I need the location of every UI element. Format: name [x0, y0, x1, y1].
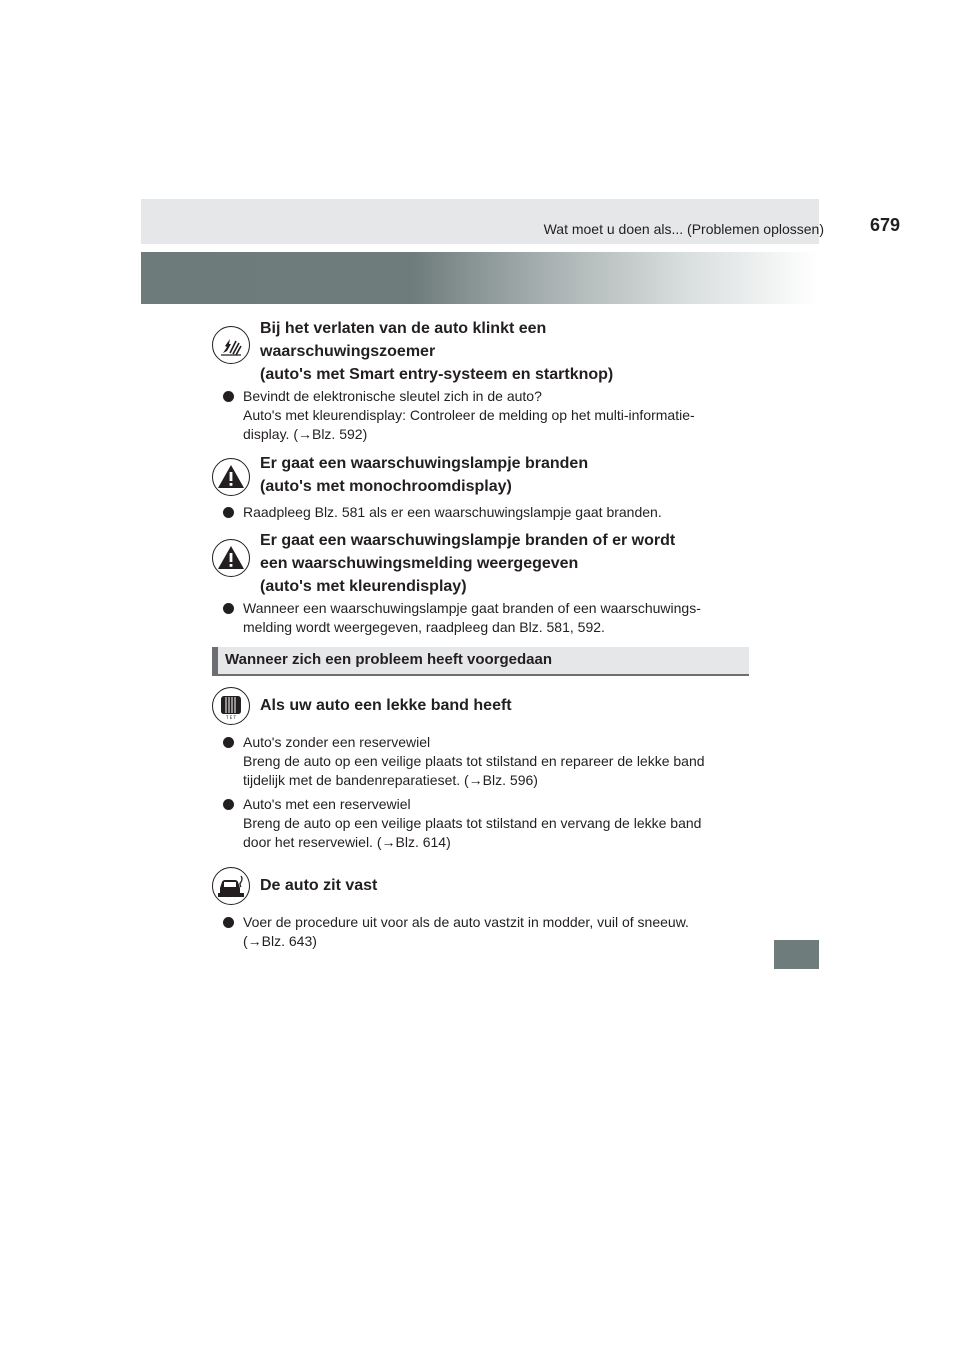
warning-triangle-icon — [212, 539, 250, 577]
list-item: Wanneer een waarschuwingslampje gaat branden of een waarschuwings- melding wordt weergegeven, raadpleeg dan Blz. 581, 592. — [223, 599, 745, 639]
section-title-stuck: De auto zit vast — [260, 877, 378, 894]
bullet-icon — [223, 737, 234, 748]
chapter-band — [141, 252, 819, 304]
section-banner: Wanneer zich een probleem heeft voorgedaan — [212, 647, 749, 676]
banner-accent — [212, 647, 218, 674]
list-item: Auto's zonder een reservewiel Breng de auto op een veilige plaats tot stilstand en repareer de lekke band tijdelijk met de bandenreparatieset. (→Blz. 596) — [223, 733, 745, 793]
list-item: Raadpleeg Blz. 581 als er een waarschuwingslampje gaat branden. — [223, 503, 745, 523]
stuck-car-icon — [212, 867, 250, 905]
list-item: Bevindt de elektronische sleutel zich in de auto? Auto's met kleurendisplay: Controleer de melding op het multi-informatie- display. (→Blz. 592) — [223, 387, 745, 447]
chapter-tab — [774, 940, 819, 969]
list-item: Voer de procedure uit voor als de auto vastzit in modder, vuil of sneeuw. (→Blz. 643) — [223, 913, 745, 953]
section-title-mono-display: Er gaat een waarschuwingslampje branden (auto's met monochroomdisplay) — [260, 455, 589, 495]
flat-tire-icon — [212, 687, 250, 725]
warning-buzzer-icon — [212, 326, 250, 364]
header-title: Wat moet u doen als... (Problemen oplossen) — [543, 221, 824, 237]
section-title-flat-tire: Als uw auto een lekke band heeft — [260, 697, 512, 714]
bullet-icon — [223, 391, 234, 402]
bullet-icon — [223, 917, 234, 928]
bullet-icon — [223, 603, 234, 614]
list-item: Auto's met een reservewiel Breng de auto op een veilige plaats tot stilstand en vervang de lekke band door het reservewiel. (→Blz. 614) — [223, 795, 745, 855]
section-title-buzzer: Bij het verlaten van de auto klinkt een waarschuwingszoemer (auto's met Smart entry-systeem en startknop) — [260, 320, 614, 383]
warning-triangle-icon — [212, 458, 250, 496]
bullet-icon — [223, 799, 234, 810]
page-number: 679 — [869, 215, 900, 235]
bullet-icon — [223, 507, 234, 518]
section-title-color-display: Er gaat een waarschuwingslampje branden of er wordt een waarschuwingsmelding weergegeven (auto's met kleurendisplay) — [260, 532, 676, 595]
svg-text:T E T: T E T — [226, 715, 236, 720]
